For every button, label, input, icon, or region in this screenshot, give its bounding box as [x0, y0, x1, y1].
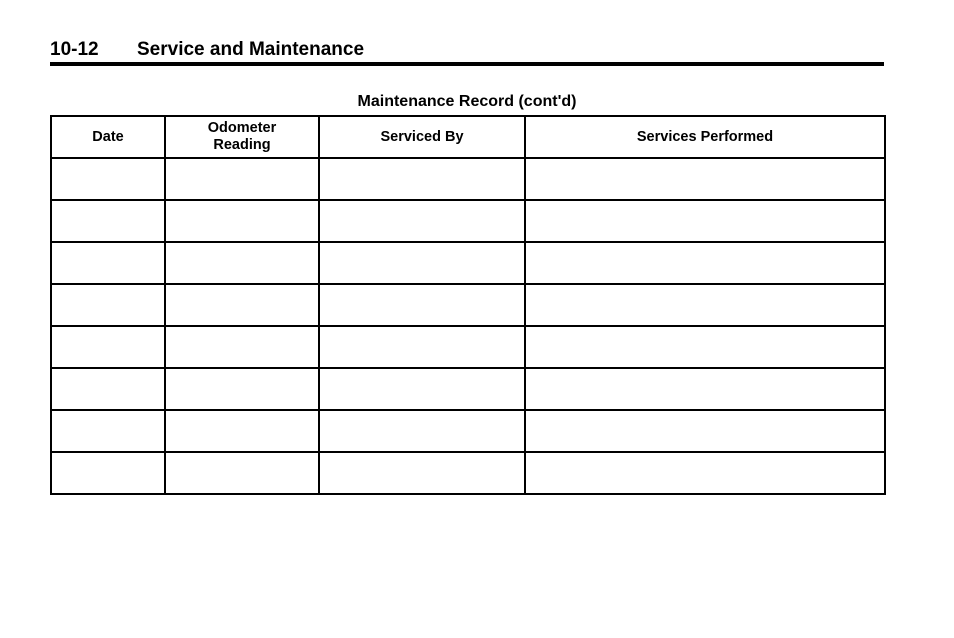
table-caption: Maintenance Record (cont'd) [357, 93, 577, 110]
odometer-cell[interactable] [165, 284, 319, 326]
table-row [51, 158, 885, 200]
table-row [51, 284, 885, 326]
date-cell[interactable] [51, 284, 165, 326]
page-header [50, 38, 884, 66]
column-header-odometer-reading [165, 116, 319, 158]
table-row [51, 326, 885, 368]
odometer-cell[interactable] [165, 326, 319, 368]
table-row [51, 368, 885, 410]
table-row [51, 200, 885, 242]
services-performed-cell[interactable] [525, 200, 885, 242]
date-cell[interactable] [51, 326, 165, 368]
date-cell[interactable] [51, 200, 165, 242]
column-header-serviced-by-label: Serviced By [380, 128, 464, 145]
serviced-by-cell[interactable] [319, 158, 525, 200]
odometer-cell[interactable] [165, 410, 319, 452]
serviced-by-cell[interactable] [319, 242, 525, 284]
serviced-by-cell[interactable] [319, 200, 525, 242]
services-performed-cell[interactable] [525, 284, 885, 326]
date-cell[interactable] [51, 452, 165, 494]
section-title: Service and Maintenance [137, 39, 365, 60]
date-cell[interactable] [51, 158, 165, 200]
serviced-by-cell[interactable] [319, 326, 525, 368]
services-performed-cell[interactable] [525, 368, 885, 410]
column-header-services-performed-label: Services Performed [636, 128, 774, 145]
table-row [51, 410, 885, 452]
services-performed-cell[interactable] [525, 452, 885, 494]
column-header-odometer-label-line1: Odometer [207, 120, 277, 136]
odometer-cell[interactable] [165, 200, 319, 242]
column-header-date [51, 116, 165, 158]
date-cell[interactable] [51, 242, 165, 284]
serviced-by-cell[interactable] [319, 410, 525, 452]
column-header-odometer-label-line2: Reading [213, 137, 271, 153]
date-cell[interactable] [51, 410, 165, 452]
serviced-by-cell[interactable] [319, 368, 525, 410]
maintenance-record-table [50, 115, 886, 495]
date-cell[interactable] [51, 368, 165, 410]
column-header-serviced-by [319, 116, 525, 158]
odometer-cell[interactable] [165, 452, 319, 494]
page-number: 10-12 [50, 39, 99, 60]
table-header-row [51, 116, 885, 158]
services-performed-cell[interactable] [525, 158, 885, 200]
table-row [51, 452, 885, 494]
services-performed-cell[interactable] [525, 242, 885, 284]
column-header-date-label: Date [92, 128, 124, 145]
serviced-by-cell[interactable] [319, 284, 525, 326]
serviced-by-cell[interactable] [319, 452, 525, 494]
odometer-cell[interactable] [165, 368, 319, 410]
table-row [51, 242, 885, 284]
column-header-services-performed [525, 116, 885, 158]
odometer-cell[interactable] [165, 158, 319, 200]
odometer-cell[interactable] [165, 242, 319, 284]
services-performed-cell[interactable] [525, 410, 885, 452]
services-performed-cell[interactable] [525, 326, 885, 368]
